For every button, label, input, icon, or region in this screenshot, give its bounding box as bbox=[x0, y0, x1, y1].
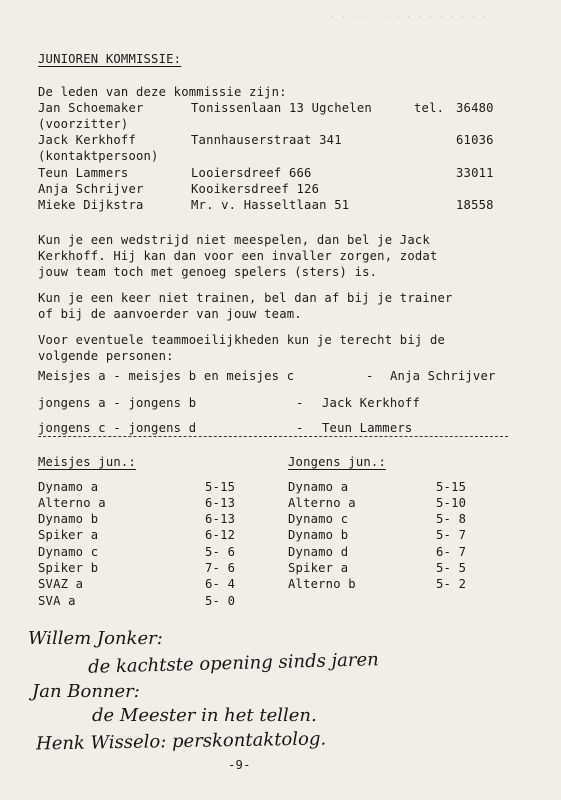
team-name: Alterno b bbox=[288, 577, 356, 591]
team-name: Spiker a bbox=[288, 561, 349, 575]
intro-text: De leden van deze kommissie zijn: bbox=[38, 85, 287, 99]
team-score: 5- 2 bbox=[436, 577, 467, 591]
member-role: (kontaktpersoon) bbox=[38, 149, 159, 163]
handwritten-note: Jan Bonner: bbox=[32, 681, 140, 702]
contact-teams: jongens c - jongens d bbox=[38, 421, 197, 435]
team-name: Alterno a bbox=[288, 496, 356, 510]
member-address: Kooikersdreef 126 bbox=[191, 182, 320, 196]
contact-person: Teun Lammers bbox=[322, 421, 413, 435]
paragraph-line: jouw team toch met genoeg spelers (sters) is. bbox=[38, 265, 378, 279]
team-score: 5-10 bbox=[436, 496, 467, 510]
team-name: Alterno a bbox=[38, 496, 106, 510]
bleed-through: . . . . . . . . . . . . . . . bbox=[330, 10, 488, 20]
team-score: 5-15 bbox=[205, 480, 236, 494]
contact-sep: - bbox=[366, 369, 374, 383]
member-address: Tannhauserstraat 341 bbox=[191, 133, 342, 147]
paragraph-line: of bij de aanvoerder van jouw team. bbox=[38, 307, 302, 321]
divider-line bbox=[38, 436, 508, 437]
team-score: 5-15 bbox=[436, 480, 467, 494]
member-name: Jack Kerkhoff bbox=[38, 133, 136, 147]
team-name: Dynamo c bbox=[288, 512, 349, 526]
member-phone: 18558 bbox=[456, 198, 494, 212]
handwritten-note: de Meester in het tellen. bbox=[92, 705, 317, 726]
team-name: SVA a bbox=[38, 594, 76, 608]
team-name: Dynamo b bbox=[288, 528, 349, 542]
jongens-title: Jongens jun.: bbox=[288, 455, 386, 469]
team-score: 6- 4 bbox=[205, 577, 236, 591]
team-name: Dynamo a bbox=[288, 480, 349, 494]
member-name: Teun Lammers bbox=[38, 166, 129, 180]
member-phone: 36480 bbox=[456, 101, 494, 115]
member-phone: 61036 bbox=[456, 133, 494, 147]
contact-teams: Meisjes a - meisjes b en meisjes c bbox=[38, 369, 295, 383]
member-name: Mieke Dijkstra bbox=[38, 198, 144, 212]
team-score: 5- 6 bbox=[205, 545, 236, 559]
team-score: 6-13 bbox=[205, 496, 236, 510]
paragraph-line: Kun je een wedstrijd niet meespelen, dan bel je Jack bbox=[38, 233, 430, 247]
member-address: Looiersdreef 666 bbox=[191, 166, 312, 180]
team-name: Dynamo b bbox=[38, 512, 99, 526]
team-name: Dynamo a bbox=[38, 480, 99, 494]
member-name: Jan Schoemaker bbox=[38, 101, 144, 115]
member-role: (voorzitter) bbox=[38, 117, 129, 131]
team-score: 6-13 bbox=[205, 512, 236, 526]
handwritten-note: Willem Jonker: bbox=[28, 628, 163, 649]
team-name: Dynamo c bbox=[38, 545, 99, 559]
team-name: SVAZ a bbox=[38, 577, 84, 591]
paragraph-line: volgende personen: bbox=[38, 349, 174, 363]
page-number: -9- bbox=[228, 758, 251, 772]
heading: JUNIOREN KOMMISSIE: bbox=[38, 52, 182, 66]
contact-person: Anja Schrijver bbox=[390, 369, 496, 383]
tel-label: tel. bbox=[414, 101, 445, 115]
member-address: Tonissenlaan 13 Ugchelen bbox=[191, 101, 372, 115]
meisjes-title: Meisjes jun.: bbox=[38, 455, 136, 469]
team-score: 6-12 bbox=[205, 528, 236, 542]
team-score: 5- 0 bbox=[205, 594, 236, 608]
contact-person: Jack Kerkhoff bbox=[322, 396, 420, 410]
team-name: Spiker a bbox=[38, 528, 99, 542]
contact-sep: - bbox=[296, 421, 304, 435]
member-address: Mr. v. Hasseltlaan 51 bbox=[191, 198, 350, 212]
paragraph-line: Kerkhoff. Hij kan dan voor een invaller zorgen, zodat bbox=[38, 249, 438, 263]
team-score: 5- 7 bbox=[436, 528, 467, 542]
member-phone: 33011 bbox=[456, 166, 494, 180]
team-score: 7- 6 bbox=[205, 561, 236, 575]
paragraph-line: Voor eventuele teammoeilijkhеden kun je terecht bij de bbox=[38, 333, 446, 347]
contact-sep: - bbox=[296, 396, 304, 410]
contact-teams: jongens a - jongens b bbox=[38, 396, 197, 410]
team-name: Dynamo d bbox=[288, 545, 349, 559]
member-name: Anja Schrijver bbox=[38, 182, 144, 196]
handwritten-note: Henk Wisselo: perskontaktolog. bbox=[35, 728, 327, 755]
team-score: 6- 7 bbox=[436, 545, 467, 559]
team-score: 5- 8 bbox=[436, 512, 467, 526]
team-score: 5- 5 bbox=[436, 561, 467, 575]
paragraph-line: Kun je een keer niet trainen, bel dan af bij je trainer bbox=[38, 291, 453, 305]
handwritten-note: de kachtste opening sinds jaren bbox=[87, 649, 379, 678]
team-name: Spiker b bbox=[38, 561, 99, 575]
